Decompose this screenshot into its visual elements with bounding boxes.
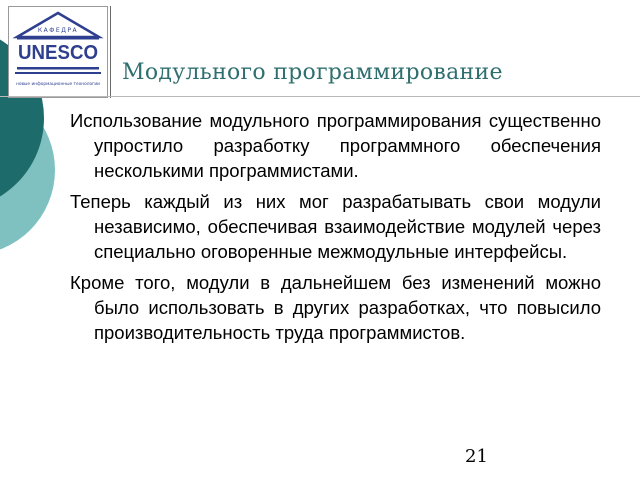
- page-number: 21: [465, 446, 488, 467]
- title-horizontal-rule: [0, 96, 640, 97]
- slide-body: [70, 108, 601, 351]
- unesco-logo: [8, 6, 108, 98]
- paragraph-1: Использование модульного программирования существенно упростило разработку программного обеспечения несколькими программистами.: [70, 110, 601, 181]
- paragraph-2: Теперь каждый из них мог разрабатывать свои модули независимо, обеспечивая взаимодействие модулей через специально оговоренные межмодульные интерфейсы.: [70, 191, 601, 262]
- title-vertical-rule: [110, 6, 111, 98]
- slide-title: Модульного программирование: [122, 60, 503, 85]
- logo-subtitle: новые информационные технологии: [16, 82, 106, 87]
- logo-top-text: КАФЕДРА: [37, 27, 79, 34]
- paragraph-3: Кроме того, модули в дальнейшем без изменений можно было использовать в других разработках, что повысило производительность труда программистов.: [70, 272, 601, 343]
- logo-name: UNESCO: [18, 42, 98, 64]
- unesco-temple-icon: [9, 7, 107, 97]
